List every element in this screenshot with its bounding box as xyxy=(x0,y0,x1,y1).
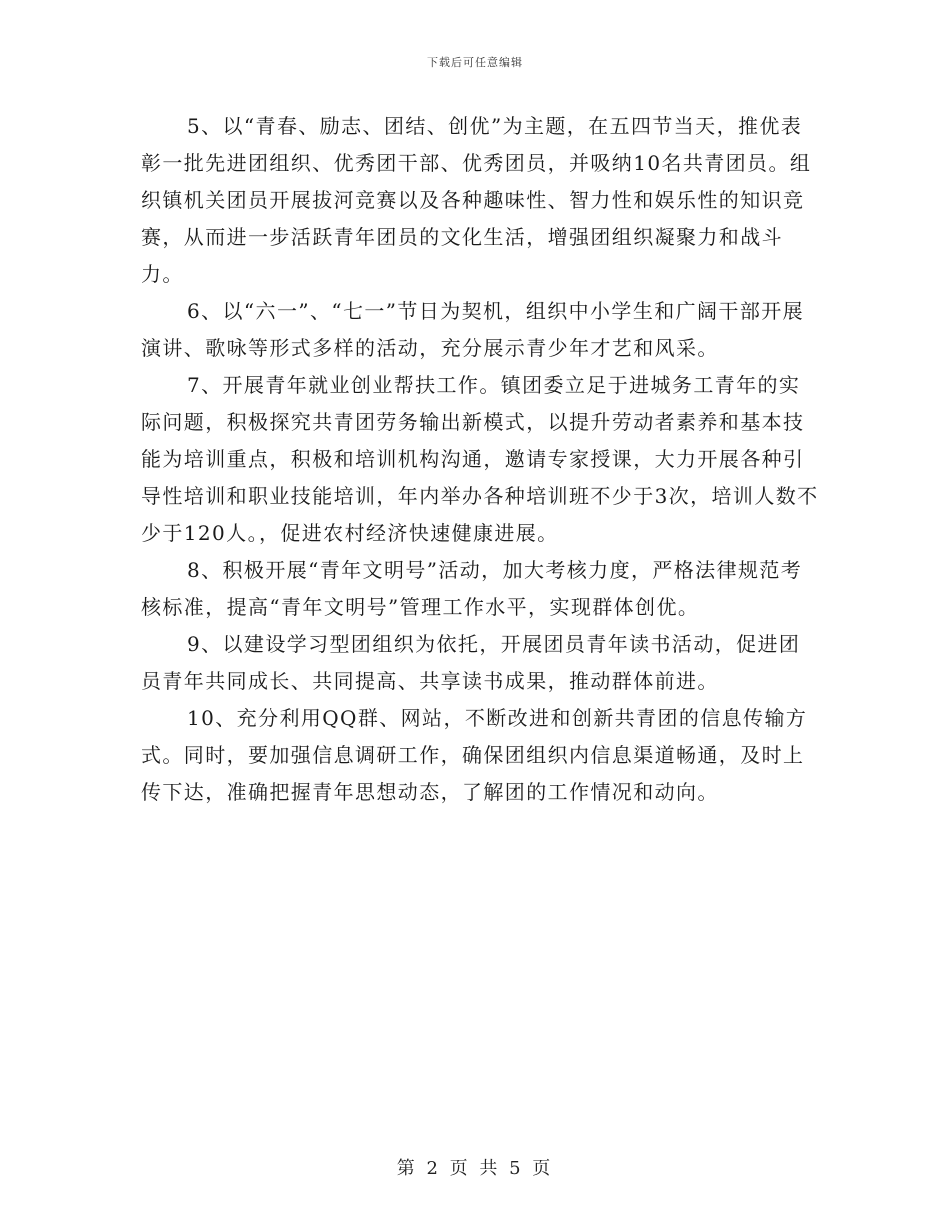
paragraph-item-6: 6、以“六一”、“七一”节日为契机，组织中小学生和广阔干部开展演讲、歌咏等形式多样的活动，充分展示青少年才艺和风采。 xyxy=(141,299,805,360)
document-body xyxy=(141,108,821,811)
paragraph-item-10: 10、充分利用QQ群、网站，不断改进和创新共青团的信息传输方式。同时，要加强信息调研工作，确保团组织内信息渠道畅通，及时上传下达，准确把握青年思想动态，了解团的工作情况和动向。 xyxy=(141,706,808,804)
paragraph-item-7: 7、开展青年就业创业帮扶工作。镇团委立足于进城务工青年的实际问题，积极探究共青团劳务输出新模式，以提升劳动者素养和基本技能为培训重点，积极和培训机构沟通，邀请专家授课，大力开展各种引导性培训和职业技能培训，年内举办各种培训班不少于3次，培训人数不少于120人。，促进农村经济快速健康进展。 xyxy=(141,373,819,545)
page-number: 第 2 页 共 5 页 xyxy=(396,1158,554,1179)
paragraph-item-9: 9、以建设学习型团组织为依托，开展团员青年读书活动，促进团员青年共同成长、共同提高、共享读书成果，推动群体前进。 xyxy=(141,632,801,693)
paragraph-item-8: 8、积极开展“青年文明号”活动，加大考核力度，严格法律规范考核标准，提高“青年文明号”管理工作水平，实现群体创优。 xyxy=(141,558,803,619)
header-note: 下载后可任意编辑 xyxy=(427,56,523,69)
paragraph-item-5: 5、以“青春、励志、团结、创优”为主题，在五四节当天，推优表彰一批先进团组织、优秀团干部、优秀团员，并吸纳10名共青团员。组织镇机关团员开展拔河竞赛以及各种趣味性、智力性和娱乐性的知识竞赛，从而进一步活跃青年团员的文化生活，增强团组织凝聚力和战斗力。 xyxy=(141,114,812,286)
